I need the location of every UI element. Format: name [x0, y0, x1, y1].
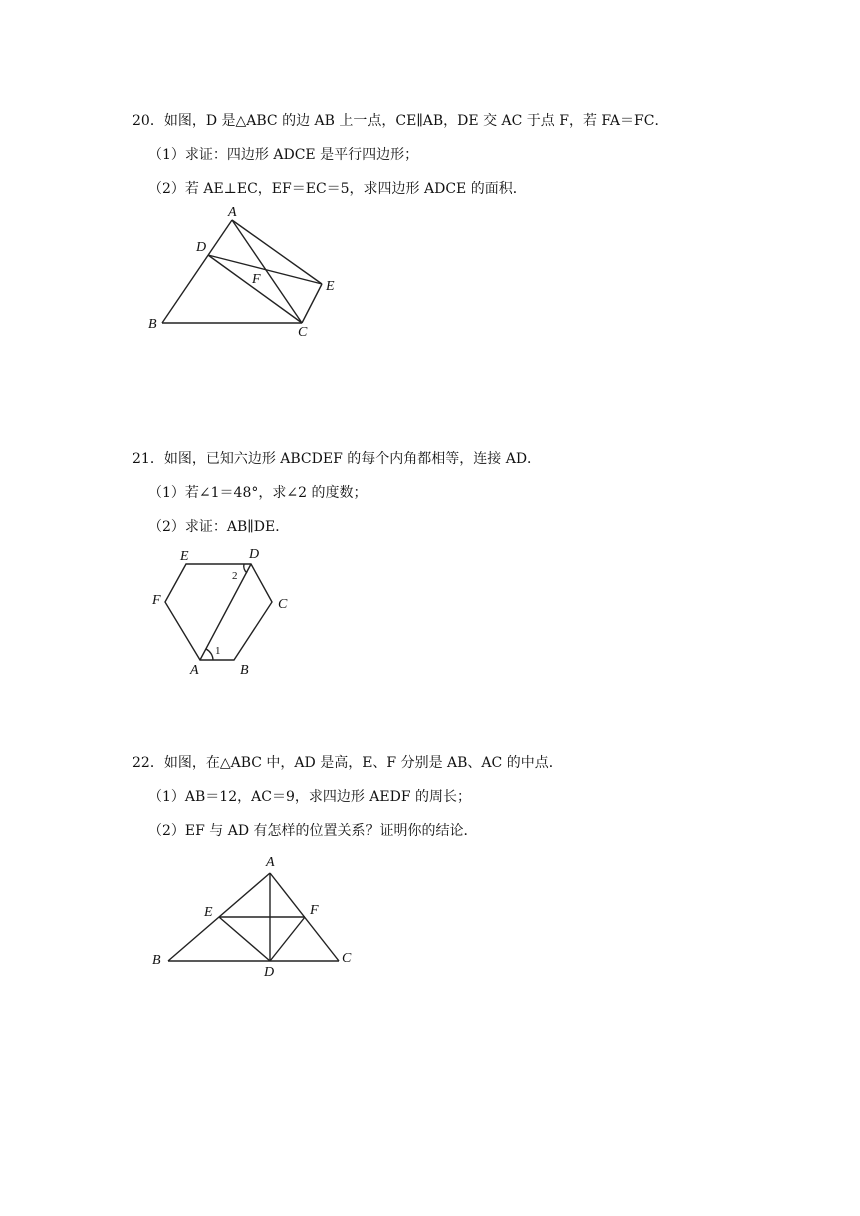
problem-20-part-1: （1）求证：四边形 ADCE 是平行四边形；	[148, 147, 419, 163]
problem-text: 如图，D 是△ABC 的边 AB 上一点，CE∥AB，DE 交 AC 于点 F，若 FA＝FC．	[163, 113, 669, 129]
label-E: E	[204, 905, 213, 920]
label-C: C	[342, 951, 352, 966]
problem-number: 20．	[132, 113, 164, 129]
problem-text: 如图，在△ABC 中，AD 是高，E、F 分别是 AB、AC 的中点．	[163, 755, 563, 771]
label-E: E	[180, 549, 189, 564]
label-F: F	[310, 903, 319, 918]
label-D: D	[249, 547, 260, 562]
label-B: B	[152, 953, 161, 968]
label-F: F	[152, 593, 161, 608]
problem-22-part-1: （1）AB＝12，AC＝9，求四边形 AEDF 的周长；	[148, 789, 472, 805]
angle-2-label: 2	[232, 570, 238, 582]
problem-20-part-2: （2）若 AE⊥EC，EF＝EC＝5，求四边形 ADCE 的面积．	[148, 181, 527, 197]
label-F: F	[252, 272, 261, 287]
problem-number: 21．	[132, 451, 164, 467]
problem-21-part-2: （2）求证：AB∥DE．	[148, 519, 290, 535]
label-E: E	[326, 279, 335, 294]
problem-21-part-1: （1）若∠1＝48°，求∠2 的度数；	[148, 485, 368, 501]
label-D: D	[196, 240, 207, 255]
label-A: A	[266, 855, 275, 870]
label-D: D	[264, 965, 275, 980]
angle-1-label: 1	[215, 645, 221, 657]
label-B: B	[240, 663, 249, 678]
label-B: B	[148, 317, 157, 332]
label-C: C	[278, 597, 288, 612]
label-C: C	[298, 325, 308, 340]
label-A: A	[190, 663, 199, 678]
label-A: A	[228, 205, 237, 220]
problem-22-part-2: （2）EF 与 AD 有怎样的位置关系？证明你的结论．	[148, 823, 478, 839]
problem-text: 如图，已知六边形 ABCDEF 的每个内角都相等，连接 AD．	[163, 451, 542, 467]
problem-number: 22．	[132, 755, 164, 771]
